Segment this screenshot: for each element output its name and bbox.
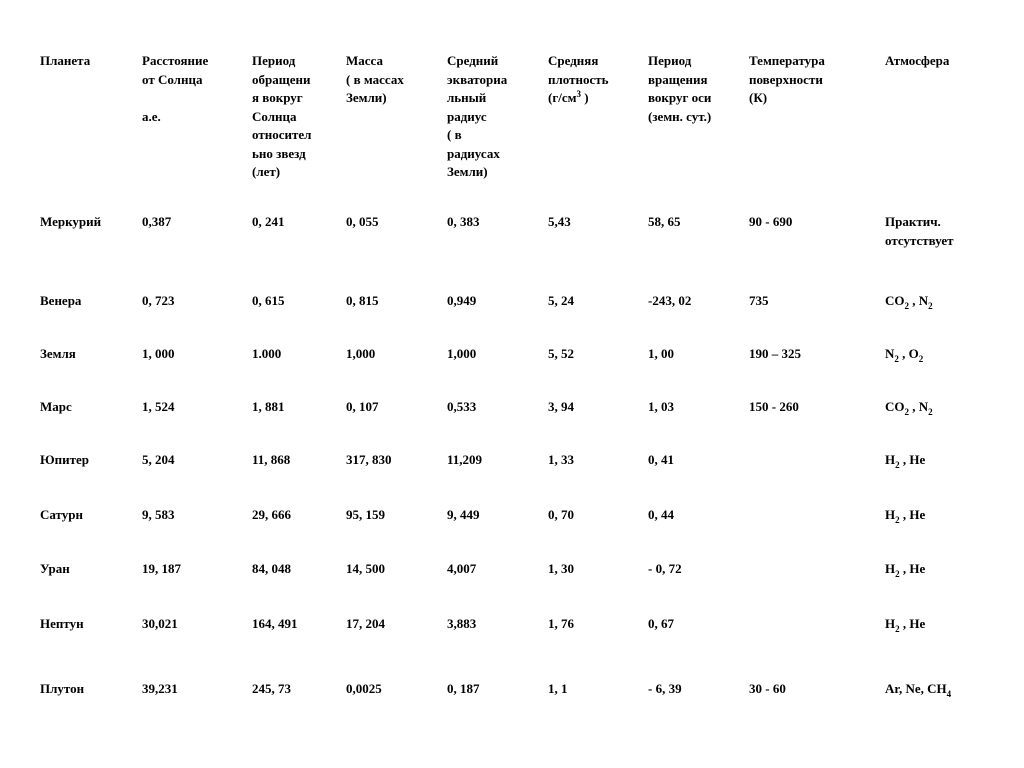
header-radius-line: радиус xyxy=(447,108,487,124)
cell-distance: 1, 524 xyxy=(142,399,175,414)
cell-planet: Нептун xyxy=(40,616,84,631)
cell-density: 1, 33 xyxy=(548,452,574,467)
cell-mass: 14, 500 xyxy=(346,561,385,576)
header-distance-unit: а.е. xyxy=(142,108,161,124)
atmosphere-segment: CO xyxy=(885,399,905,414)
header-radius-line: Средний xyxy=(447,53,499,68)
cell-planet: Меркурий xyxy=(40,214,102,229)
header-radius-line: радиусах xyxy=(447,145,500,161)
header-period-line: Солнца xyxy=(252,108,297,124)
cell-density: 5, 24 xyxy=(548,293,574,308)
cell-atmosphere xyxy=(885,680,951,699)
header-radius xyxy=(447,52,507,182)
atmosphere-segment: H xyxy=(885,616,896,631)
cell-mass: 0, 107 xyxy=(346,399,379,414)
cell-mass: 0,0025 xyxy=(346,681,382,696)
atmosphere-segment: 4 xyxy=(946,689,952,699)
cell-radius: 11,209 xyxy=(447,452,483,467)
cell-period: 1, 881 xyxy=(252,399,285,414)
cell-rotation: 1, 00 xyxy=(648,346,674,361)
atmosphere-segment: CO xyxy=(885,293,905,308)
header-rotation xyxy=(648,52,711,126)
cell-rotation: 0, 41 xyxy=(648,452,674,467)
cell-temperature: 735 xyxy=(749,293,769,308)
cell-rotation: 0, 67 xyxy=(648,616,674,631)
cell-density: 1, 30 xyxy=(548,561,574,576)
atmosphere-segment: отсутствует xyxy=(885,232,954,248)
cell-mass: 17, 204 xyxy=(346,616,385,631)
header-density-unit xyxy=(548,89,609,108)
cell-density: 0, 70 xyxy=(548,507,574,522)
atmosphere-segment: , He xyxy=(899,507,926,522)
header-planet-line: Планета xyxy=(40,53,91,68)
atmosphere-segment: , He xyxy=(899,452,926,467)
header-mass xyxy=(346,52,404,108)
atmosphere-segment: Ar, Ne, CH xyxy=(885,681,947,696)
header-distance-line: Расстояние xyxy=(142,53,209,68)
cell-distance: 1, 000 xyxy=(142,346,175,361)
cell-distance: 5, 204 xyxy=(142,452,175,467)
atmosphere-segment: H xyxy=(885,507,896,522)
cell-distance: 0,387 xyxy=(142,214,172,229)
cell-period: 164, 491 xyxy=(252,616,298,631)
header-density xyxy=(548,52,609,108)
header-atmosphere xyxy=(885,52,949,71)
cell-atmosphere xyxy=(885,292,933,311)
cell-atmosphere xyxy=(885,560,925,579)
cell-radius: 0,533 xyxy=(447,399,477,414)
header-mass-line: Масса xyxy=(346,53,383,68)
cell-period: 0, 241 xyxy=(252,214,285,229)
header-density-line: Средняя xyxy=(548,53,599,68)
cell-density: 5,43 xyxy=(548,214,571,229)
cell-rotation: 1, 03 xyxy=(648,399,674,414)
cell-rotation: - 6, 39 xyxy=(648,681,682,696)
header-period-line: относител xyxy=(252,127,312,142)
cell-period: 245, 73 xyxy=(252,681,291,696)
header-rotation-line: вращения xyxy=(648,71,708,87)
cell-radius: 0, 383 xyxy=(447,214,480,229)
cell-density: 5, 52 xyxy=(548,346,574,361)
header-distance-gap xyxy=(142,89,208,108)
atmosphere-segment: 2 xyxy=(904,407,909,417)
header-radius-line: экваториа xyxy=(447,71,508,87)
atmosphere-segment: 2 xyxy=(918,354,924,364)
cell-distance: 30,021 xyxy=(142,616,178,631)
cell-atmosphere xyxy=(885,345,923,364)
atmosphere-segment: 2 xyxy=(894,354,899,364)
atmosphere-segment: H xyxy=(885,452,896,467)
cell-atmosphere xyxy=(885,213,954,250)
density-unit-post: ) xyxy=(580,90,589,105)
header-atmosphere-line: Атмосфера xyxy=(885,53,950,68)
cell-period: 1.000 xyxy=(252,346,282,361)
cell-mass: 0, 815 xyxy=(346,293,379,308)
cell-distance: 9, 583 xyxy=(142,507,175,522)
cell-density: 1, 76 xyxy=(548,616,574,631)
header-planet xyxy=(40,52,90,71)
header-period-line: Период xyxy=(252,53,296,68)
cell-distance: 19, 187 xyxy=(142,561,181,576)
header-period-line: обращени xyxy=(252,71,311,87)
cell-temperature: 150 - 260 xyxy=(749,399,799,414)
atmosphere-segment: N xyxy=(885,346,895,361)
atmosphere-segment: H xyxy=(885,561,896,576)
atmosphere-segment: 2 xyxy=(928,301,933,311)
cell-rotation: 58, 65 xyxy=(648,214,681,229)
cell-temperature: 190 – 325 xyxy=(749,346,801,361)
header-radius-line: Земли) xyxy=(447,164,488,179)
header-temperature-line: поверхности xyxy=(749,71,823,87)
atmosphere-segment: , He xyxy=(899,561,926,576)
atmosphere-segment: 2 xyxy=(928,407,933,417)
cell-distance: 39,231 xyxy=(142,681,178,696)
header-radius-line: ( в xyxy=(447,127,462,142)
atmosphere-segment: , N xyxy=(909,293,929,308)
header-distance xyxy=(142,52,208,126)
cell-planet: Юпитер xyxy=(40,452,90,467)
cell-mass: 1,000 xyxy=(346,346,376,361)
header-rotation-line: Период xyxy=(648,53,692,68)
atmosphere-segment: 2 xyxy=(895,624,900,634)
header-density-line: плотность xyxy=(548,71,609,87)
atmosphere-segment: Практич. xyxy=(885,214,941,229)
density-unit-sup: 3 xyxy=(576,89,581,99)
header-distance-line: от Солнца xyxy=(142,71,203,87)
cell-distance: 0, 723 xyxy=(142,293,175,308)
cell-rotation: - 0, 72 xyxy=(648,561,682,576)
header-orbital-period xyxy=(252,52,311,182)
cell-planet: Сатурн xyxy=(40,507,83,522)
cell-density: 3, 94 xyxy=(548,399,574,414)
cell-planet: Уран xyxy=(40,561,70,576)
header-radius-line: льный xyxy=(447,90,487,105)
cell-radius: 9, 449 xyxy=(447,507,480,522)
atmosphere-segment: 2 xyxy=(895,569,900,579)
atmosphere-segment: , O xyxy=(898,346,919,361)
header-temperature xyxy=(749,52,825,108)
cell-radius: 1,000 xyxy=(447,346,477,361)
header-period-line: ьно звезд xyxy=(252,145,306,161)
header-temperature-line: Температура xyxy=(749,53,825,68)
cell-period: 11, 868 xyxy=(252,452,291,467)
cell-planet: Марс xyxy=(40,399,72,414)
cell-mass: 95, 159 xyxy=(346,507,385,522)
cell-atmosphere xyxy=(885,615,925,634)
atmosphere-segment: , He xyxy=(899,616,926,631)
cell-temperature: 30 - 60 xyxy=(749,681,786,696)
cell-radius: 3,883 xyxy=(447,616,477,631)
density-unit-pre: (г/см xyxy=(548,90,577,105)
atmosphere-segment: 2 xyxy=(895,460,900,470)
cell-period: 84, 048 xyxy=(252,561,291,576)
cell-rotation: -243, 02 xyxy=(648,293,692,308)
header-rotation-line: вокруг оси xyxy=(648,90,712,105)
cell-period: 29, 666 xyxy=(252,507,291,522)
atmosphere-segment: , N xyxy=(909,399,929,414)
cell-atmosphere xyxy=(885,451,925,470)
cell-mass: 317, 830 xyxy=(346,452,392,467)
cell-rotation: 0, 44 xyxy=(648,507,674,522)
cell-planet: Плутон xyxy=(40,681,85,696)
cell-radius: 0, 187 xyxy=(447,681,480,696)
header-temperature-line: (К) xyxy=(749,90,768,105)
cell-planet: Земля xyxy=(40,346,76,361)
header-period-line: я вокруг xyxy=(252,90,303,105)
atmosphere-segment: 2 xyxy=(904,301,909,311)
header-period-line: (лет) xyxy=(252,164,281,179)
header-mass-line: Земли) xyxy=(346,90,387,105)
cell-temperature: 90 - 690 xyxy=(749,214,793,229)
cell-radius: 0,949 xyxy=(447,293,477,308)
cell-planet: Венера xyxy=(40,293,82,308)
header-rotation-line: (земн. сут.) xyxy=(648,108,712,124)
atmosphere-segment: 2 xyxy=(895,515,900,525)
cell-atmosphere xyxy=(885,398,933,417)
header-mass-line: ( в массах xyxy=(346,71,404,87)
cell-radius: 4,007 xyxy=(447,561,477,576)
cell-atmosphere xyxy=(885,506,925,525)
cell-period: 0, 615 xyxy=(252,293,285,308)
cell-density: 1, 1 xyxy=(548,681,568,696)
cell-mass: 0, 055 xyxy=(346,214,379,229)
